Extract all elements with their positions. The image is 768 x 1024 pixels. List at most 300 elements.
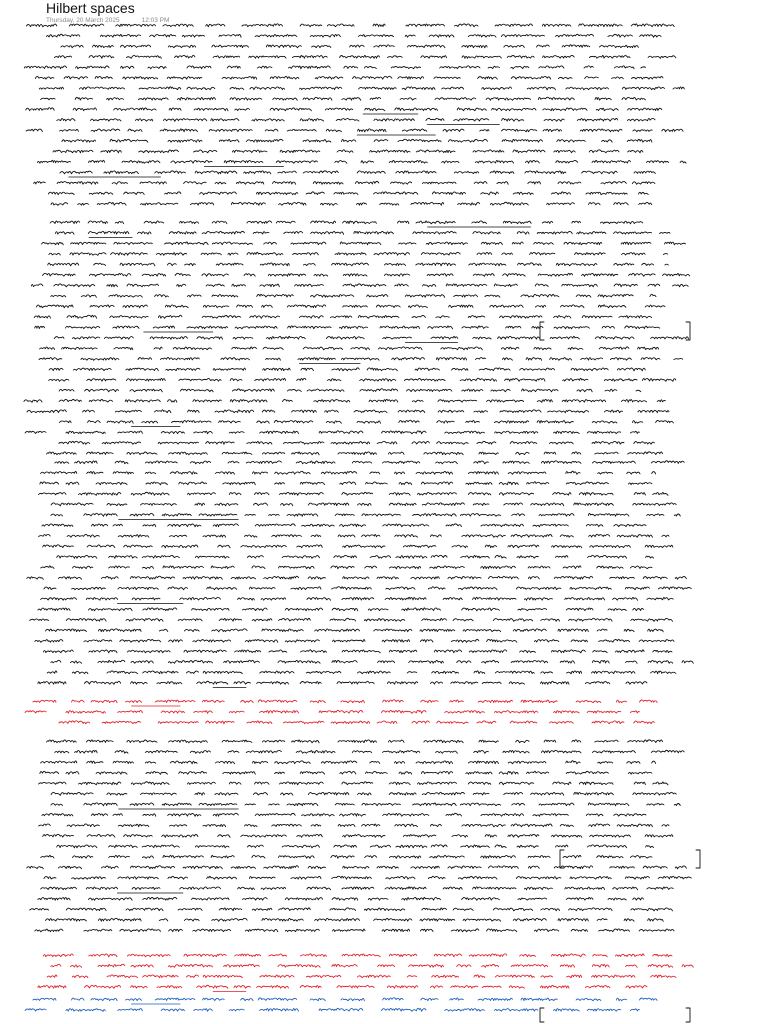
ink-stroke (488, 66, 499, 68)
ink-stroke (201, 253, 221, 255)
ink-stroke (262, 410, 275, 412)
ink-stroke (543, 108, 587, 111)
ink-stroke (430, 535, 441, 537)
ink-stroke (124, 545, 153, 547)
ink-stroke (236, 182, 263, 185)
ink-stroke (89, 399, 112, 402)
ink-stroke (326, 337, 364, 340)
ink-stroke (557, 140, 586, 142)
ink-stroke (109, 845, 138, 848)
ink-stroke (33, 700, 56, 702)
ink-stroke (653, 782, 668, 785)
ink-stroke (206, 442, 234, 445)
ink-stroke (221, 358, 250, 360)
ink-stroke (113, 761, 133, 764)
ink-stroke (533, 814, 568, 817)
ink-stroke (46, 629, 87, 632)
ink-stroke (370, 97, 381, 99)
ink-stroke (288, 326, 332, 329)
ink-stroke (634, 782, 645, 785)
ink-stroke (486, 98, 530, 101)
ink-stroke (159, 919, 168, 921)
ink-stroke (95, 76, 112, 78)
ink-stroke (614, 284, 637, 287)
ink-stroke (592, 964, 609, 967)
ink-stroke (403, 835, 436, 838)
ink-stroke (187, 87, 215, 90)
ink-stroke (640, 700, 658, 702)
ink-stroke (92, 524, 108, 526)
ink-stroke (138, 358, 152, 360)
ink-stroke (475, 160, 513, 163)
ink-stroke (307, 389, 344, 391)
ink-stroke (166, 368, 200, 370)
ink-stroke (255, 378, 286, 381)
ink-stroke (42, 813, 73, 815)
ink-stroke (399, 242, 416, 244)
ink-stroke (377, 441, 397, 444)
ink-stroke (366, 771, 388, 773)
ink-stroke (310, 34, 340, 37)
ink-stroke (487, 929, 517, 932)
ink-stroke (194, 1009, 213, 1012)
ink-stroke (554, 150, 575, 152)
ink-stroke (314, 400, 350, 403)
ink-stroke (216, 263, 243, 265)
ink-stroke (41, 472, 77, 474)
ink-stroke (380, 203, 399, 205)
ink-stroke (560, 824, 573, 826)
ink-stroke (569, 908, 613, 911)
ink-stroke (491, 389, 510, 391)
ink-stroke (380, 326, 420, 328)
ink-stroke (215, 410, 254, 413)
ink-stroke (118, 1008, 143, 1010)
ink-stroke (570, 587, 611, 590)
ink-stroke (66, 711, 105, 714)
ink-stroke (675, 866, 686, 869)
ink-stroke (310, 998, 325, 1000)
ink-stroke (378, 965, 395, 967)
ink-stroke (160, 357, 199, 360)
ink-stroke (454, 295, 478, 297)
ink-stroke (287, 803, 318, 806)
ink-stroke (118, 710, 143, 712)
ink-stroke (535, 284, 548, 287)
ink-stroke (431, 986, 443, 988)
ink-stroke (639, 192, 649, 194)
ink-stroke (123, 77, 158, 80)
ink-stroke (179, 482, 207, 485)
ink-stroke (474, 182, 487, 184)
ink-stroke (461, 555, 490, 558)
ink-stroke (85, 985, 121, 988)
ink-stroke (247, 252, 283, 255)
ink-stroke (115, 461, 128, 464)
ink-stroke (662, 535, 669, 537)
ink-stroke (619, 316, 652, 319)
ink-stroke (335, 161, 347, 164)
ink-stroke (101, 576, 118, 579)
ink-stroke (554, 576, 593, 579)
ink-stroke (383, 461, 420, 464)
ink-stroke (30, 619, 49, 621)
ink-stroke (604, 410, 622, 413)
ink-stroke (57, 182, 98, 185)
ink-stroke (413, 231, 456, 234)
ink-stroke (193, 400, 221, 402)
ink-stroke (374, 192, 418, 195)
ink-stroke (510, 721, 537, 723)
ink-stroke (374, 45, 394, 47)
ink-stroke (79, 87, 124, 90)
ink-stroke (605, 389, 617, 391)
ink-stroke (675, 576, 686, 579)
ink-stroke (392, 357, 425, 360)
ink-stroke (542, 221, 552, 223)
ink-stroke (219, 34, 241, 37)
ink-stroke (266, 45, 301, 48)
ink-stroke (261, 887, 286, 889)
ink-stroke (420, 929, 433, 931)
ink-stroke (490, 171, 514, 174)
ink-stroke (535, 640, 559, 643)
ink-stroke (448, 576, 481, 579)
ink-stroke (72, 587, 106, 589)
ink-stroke (51, 804, 63, 806)
ink-stroke (200, 192, 237, 195)
ink-stroke (407, 45, 445, 48)
ink-stroke (458, 876, 497, 879)
ink-stroke (396, 171, 436, 174)
ink-stroke (334, 192, 358, 194)
ink-stroke (430, 855, 465, 858)
ink-stroke (242, 608, 267, 611)
ink-stroke (297, 834, 323, 837)
ink-stroke (510, 442, 537, 444)
ink-stroke (146, 482, 168, 485)
ink-stroke (233, 337, 253, 339)
ink-stroke (113, 326, 139, 328)
ink-stroke (430, 566, 465, 569)
ink-stroke (59, 721, 90, 724)
ink-stroke (169, 640, 183, 642)
ink-stroke (207, 587, 237, 590)
ink-stroke (67, 824, 99, 827)
ink-stroke (178, 619, 202, 621)
ink-stroke (460, 378, 496, 381)
ink-stroke (192, 898, 229, 900)
ink-stroke (342, 358, 380, 360)
ink-stroke (608, 898, 626, 900)
ink-stroke (521, 998, 557, 1000)
ink-stroke (127, 284, 159, 287)
ink-stroke (663, 274, 690, 276)
ink-stroke (427, 274, 453, 277)
ink-stroke (87, 834, 115, 837)
ink-stroke (481, 814, 524, 817)
ink-stroke (249, 877, 275, 879)
ink-stroke (132, 887, 160, 889)
ink-stroke (247, 221, 272, 223)
ink-stroke (194, 108, 228, 111)
ink-stroke (365, 566, 377, 568)
ink-stroke (389, 160, 427, 163)
ink-stroke (645, 835, 673, 837)
ink-stroke (395, 824, 418, 827)
ink-stroke (402, 608, 441, 611)
ink-stroke (66, 908, 106, 911)
ink-stroke (457, 661, 471, 663)
ink-stroke (26, 129, 42, 132)
ink-stroke (270, 108, 311, 111)
ink-stroke (72, 998, 85, 1000)
ink-stroke (502, 118, 524, 121)
ink-stroke (300, 87, 342, 90)
ink-stroke (395, 535, 418, 538)
ink-stroke (107, 671, 138, 674)
ink-stroke (539, 514, 574, 517)
ink-stroke (53, 150, 93, 153)
ink-stroke (142, 856, 153, 858)
ink-stroke (413, 803, 457, 806)
ink-stroke (264, 242, 277, 244)
ink-stroke (126, 999, 142, 1001)
ink-stroke (399, 772, 412, 774)
ink-stroke (518, 263, 542, 266)
ink-stroke (66, 1009, 105, 1012)
ink-stroke (280, 150, 320, 153)
ink-stroke (652, 761, 656, 763)
ink-stroke (183, 866, 222, 869)
ink-stroke (460, 803, 500, 806)
ink-stroke (194, 150, 217, 153)
ink-stroke (163, 855, 204, 858)
ink-stroke (31, 284, 43, 287)
ink-stroke (511, 76, 551, 79)
ink-stroke (628, 452, 663, 455)
ink-stroke (382, 929, 410, 931)
ink-stroke (521, 294, 559, 297)
ink-stroke (224, 660, 260, 663)
ink-stroke (602, 140, 613, 142)
ink-stroke (162, 514, 191, 517)
ink-stroke (269, 650, 287, 652)
ink-stroke (338, 452, 377, 455)
ink-stroke (168, 524, 201, 527)
ink-stroke (478, 700, 512, 702)
ink-stroke (260, 263, 289, 266)
ink-stroke (253, 503, 267, 505)
ink-stroke (487, 400, 524, 402)
ink-stroke (516, 452, 529, 454)
ink-stroke (450, 998, 464, 1000)
ink-stroke (621, 242, 651, 244)
ink-stroke (252, 908, 272, 910)
ink-stroke (585, 986, 610, 988)
ink-stroke (592, 975, 636, 978)
ink-stroke (485, 295, 500, 297)
ink-stroke (343, 577, 369, 579)
ink-stroke (602, 326, 614, 328)
ink-stroke (367, 295, 388, 297)
ink-stroke (647, 161, 669, 163)
ink-stroke (224, 160, 263, 163)
ink-stroke (643, 577, 667, 579)
ink-stroke (278, 964, 320, 967)
ink-stroke (674, 514, 680, 516)
ink-stroke (228, 253, 238, 255)
ink-stroke (495, 431, 538, 434)
ink-stroke (527, 482, 549, 484)
ink-stroke (224, 964, 260, 967)
ink-stroke (473, 274, 494, 277)
ink-stroke (633, 608, 644, 610)
ink-stroke (231, 866, 255, 868)
ink-stroke (328, 379, 341, 381)
ink-stroke (49, 368, 63, 370)
ink-stroke (562, 400, 606, 403)
ink-stroke (59, 389, 74, 391)
ink-stroke (297, 545, 323, 548)
ink-stroke (625, 587, 649, 590)
ink-stroke (642, 379, 676, 382)
ink-stroke (57, 119, 75, 121)
ink-stroke (495, 671, 534, 673)
ink-stroke (203, 700, 225, 702)
ink-stroke (648, 660, 673, 663)
ink-stroke (520, 954, 536, 956)
ink-stroke (473, 503, 489, 505)
ink-stroke (235, 650, 261, 653)
ink-stroke (72, 700, 85, 702)
ink-stroke (230, 87, 244, 89)
ink-stroke (206, 284, 224, 286)
ink-stroke (66, 772, 79, 775)
ink-stroke (429, 35, 454, 38)
ink-stroke (332, 368, 359, 371)
ink-stroke (428, 876, 445, 879)
ink-stroke (280, 492, 324, 495)
ink-stroke (503, 461, 529, 463)
ink-stroke (37, 160, 70, 163)
ink-stroke (180, 221, 199, 223)
ink-stroke (458, 587, 497, 590)
ink-stroke (255, 35, 297, 37)
ink-stroke (88, 231, 129, 234)
ink-stroke (506, 326, 521, 328)
ink-stroke (574, 792, 614, 795)
ink-stroke (232, 389, 274, 392)
ink-stroke (383, 751, 420, 754)
ink-stroke (577, 389, 592, 392)
ink-stroke (426, 242, 467, 245)
ink-stroke (123, 305, 148, 308)
ink-stroke (493, 619, 532, 622)
ink-stroke (485, 545, 497, 548)
ink-stroke (244, 171, 271, 174)
ink-stroke (91, 129, 120, 132)
ink-stroke (262, 918, 303, 921)
ink-stroke (143, 608, 177, 611)
ink-stroke (445, 431, 485, 434)
ink-stroke (143, 897, 177, 900)
ink-stroke (121, 66, 134, 68)
ink-stroke (395, 472, 405, 474)
ink-stroke (357, 421, 381, 423)
ink-stroke (543, 55, 575, 58)
ink-stroke (377, 577, 398, 579)
ink-stroke (308, 792, 349, 795)
ink-stroke (632, 182, 655, 185)
ink-stroke (138, 232, 152, 234)
ink-stroke (257, 294, 294, 297)
ink-stroke (481, 855, 516, 858)
ink-stroke (219, 908, 242, 911)
ink-stroke (235, 954, 261, 957)
ink-stroke (597, 566, 623, 568)
ink-stroke (223, 482, 256, 485)
ink-stroke (232, 284, 246, 286)
ink-stroke (533, 524, 568, 527)
ink-stroke (146, 771, 168, 774)
ink-stroke (211, 119, 239, 121)
ink-stroke (187, 295, 201, 297)
ink-stroke (360, 389, 398, 392)
ink-stroke (445, 711, 485, 714)
ink-stroke (446, 284, 487, 287)
ink-stroke (658, 587, 691, 590)
ink-stroke (560, 850, 564, 868)
ink-stroke (547, 203, 575, 205)
ink-stroke (469, 263, 506, 266)
ink-stroke (98, 629, 141, 632)
ink-stroke (42, 242, 64, 244)
ink-stroke (647, 514, 664, 516)
ink-stroke (541, 681, 569, 684)
ink-stroke (428, 326, 453, 329)
ink-stroke (597, 856, 623, 858)
ink-stroke (633, 503, 676, 506)
ink-stroke (600, 221, 642, 224)
ink-stroke (544, 119, 564, 121)
ink-stroke (382, 710, 427, 713)
ink-stroke (378, 661, 395, 663)
ink-stroke (422, 792, 464, 795)
ink-stroke (222, 452, 252, 454)
ink-stroke (544, 452, 556, 454)
ink-stroke (51, 503, 93, 506)
ink-stroke (662, 129, 683, 132)
ink-stroke (584, 66, 593, 68)
ink-stroke (598, 762, 613, 764)
ink-stroke (43, 834, 74, 837)
ink-stroke (518, 609, 547, 611)
ink-stroke (96, 772, 127, 775)
ink-stroke (131, 782, 169, 785)
ink-stroke (260, 671, 294, 673)
ink-stroke (437, 442, 468, 445)
ink-stroke (142, 845, 179, 848)
ink-stroke (468, 782, 491, 784)
ink-stroke (187, 66, 211, 69)
ink-stroke (59, 399, 81, 401)
ink-stroke (532, 326, 543, 328)
ink-stroke (526, 358, 542, 361)
ink-stroke (301, 954, 327, 957)
ink-stroke (48, 192, 74, 195)
ink-stroke (285, 640, 319, 642)
